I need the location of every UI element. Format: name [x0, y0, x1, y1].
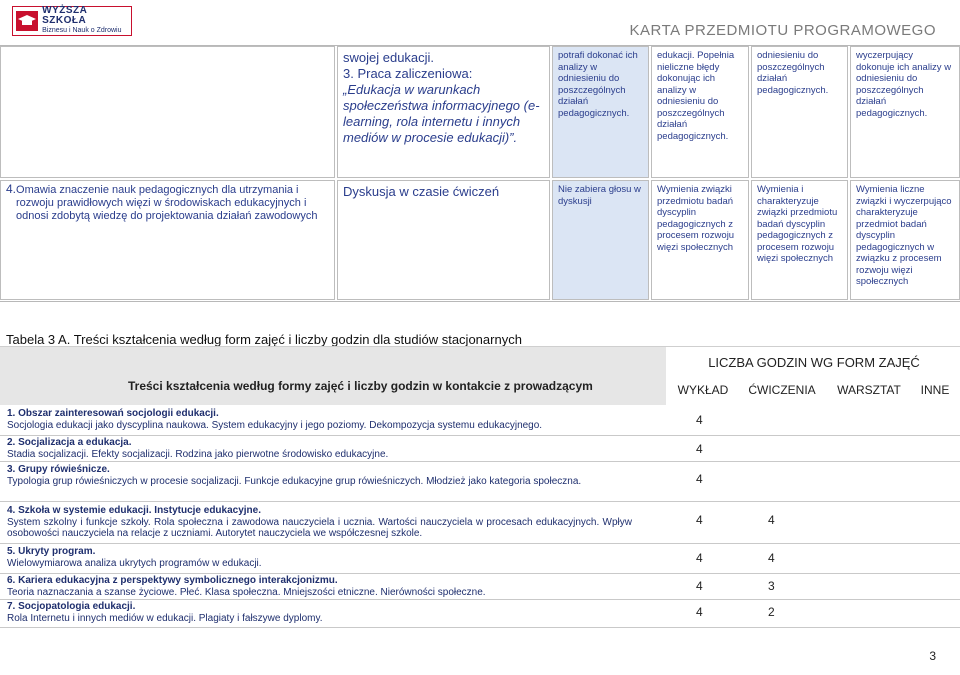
hours-wyklad: 4 — [696, 605, 703, 619]
grid-cell-r1-c5: odniesieniu do poszczególnych działań pedagogicznych. — [751, 46, 848, 178]
col-inne: INNE — [920, 383, 950, 397]
method-line-2: 3. Praca zaliczeniowa: — [343, 66, 473, 81]
hours-cwiczenia: 2 — [768, 605, 775, 619]
table-row — [0, 461, 960, 502]
row-text: System szkolny i funkcje szkoły. Rola społeczna i zawodowa nauczyciela i ucznia. Wartości nauczyciela w procesach edukacyjnych. Wpływ osobowości nauczyciela na relacje z uczniami. Autorytet nauczyciela we współczesnej szkole. — [7, 516, 632, 539]
grid-cell-r1-c2 — [337, 46, 550, 178]
hours-title: LICZBA GODZIN WG FORM ZAJĘĆ — [708, 355, 920, 370]
assessment-grid — [0, 45, 960, 302]
grid-cell-r2-c2: Dyskusja w czasie ćwiczeń — [337, 180, 550, 300]
hours-wyklad: 4 — [696, 413, 703, 427]
school-logo — [12, 6, 132, 36]
row-text: Rola Internetu i innych mediów w edukacji. Plagiaty i fałszywe dyplomy. — [7, 612, 323, 624]
table-row — [0, 405, 960, 436]
row-text: Typologia grup rówieśniczych w procesie socjalizacji. Funkcje edukacyjne grup rówieśniczych. Młodzież jako kategoria społeczna. — [7, 475, 582, 487]
row-text: Socjologia edukacji jako dyscyplina naukowa. System edukacyjny i jego poziomy. Dekompozycja systemu edukacyjnego. — [7, 419, 543, 431]
grid-cell-r2-c6: Wymienia liczne związki i wyczerpująco charakteryzuje przedmiot badań dyscyplin pedagogicznych w związku z procesem rozwoju więzi społecznych — [850, 180, 960, 300]
content-table — [0, 346, 960, 627]
table-header-left — [0, 347, 667, 405]
grid-cell-r2-c5: Wymienia i charakteryzuje związki przedmiotu badań dyscyplin pedagogicznych z procesem rozwoju więzi społecznych — [751, 180, 848, 300]
objective-text: Omawia znaczenie nauk pedagogicznych dla utrzymania i rozwoju prawidłowych więzi w środowiskach edukacyjnych i odnosi zdobytą wiedzę do projektowania działań zawodowych — [16, 184, 318, 222]
hours-cwiczenia: 4 — [768, 551, 775, 565]
table-header-title: Treści kształcenia według formy zajęć i liczby godzin w kontakcie z prowadzącym — [128, 379, 593, 393]
hours-wyklad: 4 — [696, 442, 703, 456]
table-row — [0, 543, 960, 574]
row-text: Stadia socjalizacji. Efekty socjalizacji. Rodzina jako pierwotne środowisko edukacyjne. — [7, 448, 389, 460]
table-header-hours — [668, 347, 960, 405]
hours-wyklad: 4 — [696, 472, 703, 486]
row-title: 5. Ukryty program. — [7, 546, 96, 557]
hours-wyklad: 4 — [696, 579, 703, 593]
grid-cell-r2-c1 — [0, 180, 335, 300]
document-title: KARTA PRZEDMIOTU PROGRAMOWEGO — [629, 22, 936, 39]
logo-line2: Biznesu i Nauk o Zdrowiu — [42, 27, 122, 34]
hours-wyklad: 4 — [696, 551, 703, 565]
table-caption: Tabela 3 A. Treści kształcenia według form zajęć i liczby godzin dla studiów stacjonarnych — [6, 332, 522, 347]
grid-cell-r2-c4: Wymienia związki przedmiotu badań dyscyplin pedagogicznych z procesem rozwoju więzi społecznych — [651, 180, 749, 300]
hours-cwiczenia: 4 — [768, 513, 775, 527]
row-title: 1. Obszar zainteresowań socjologii edukacji. — [7, 408, 219, 419]
row-title: 6. Kariera edukacyjna z perspektywy symbolicznego interakcjonizmu. — [7, 575, 338, 586]
grid-cell-r1-c4: edukacji. Popełnia nieliczne błędy dokonując ich analizy w odniesieniu do poszczególnych działań pedagogicznych. — [651, 46, 749, 178]
hours-cwiczenia: 3 — [768, 579, 775, 593]
table-row — [0, 599, 960, 628]
grid-cell-r1-c3: potrafi dokonać ich analizy w odniesieniu do poszczególnych działań pedagogicznych. — [552, 46, 649, 178]
table-row — [0, 435, 960, 462]
col-warsztat: WARSZTAT — [837, 383, 901, 397]
table-row — [0, 573, 960, 600]
page-number: 3 — [929, 649, 936, 663]
grid-cell-r1-c1 — [0, 46, 335, 178]
hours-wyklad: 4 — [696, 513, 703, 527]
table-row — [0, 501, 960, 544]
row-title: 7. Socjopatologia edukacji. — [7, 601, 136, 612]
mortarboard-icon — [15, 9, 38, 33]
grid-cell-r1-c6: wyczerpujący dokonuje ich analizy w odniesieniu do poszczególnych działań pedagogicznych. — [850, 46, 960, 178]
col-cwiczenia: ĆWICZENIA — [748, 383, 816, 397]
row-title: 2. Socjalizacja a edukacja. — [7, 437, 132, 448]
objective-number: 4. — [6, 182, 17, 196]
row-title: 4. Szkoła w systemie edukacji. Instytucje edukacyjne. — [7, 505, 262, 516]
row-text: Wielowymiarowa analiza ukrytych programów w edukacji. — [7, 557, 262, 569]
method-line-1: swojej edukacji. — [343, 50, 435, 65]
row-title: 3. Grupy rówieśnicze. — [7, 464, 110, 475]
grid-cell-r2-c3: Nie zabiera głosu w dyskusji — [552, 180, 649, 300]
logo-line1: WYŻSZA SZKOŁA — [42, 5, 87, 26]
col-wyklad: WYKŁAD — [677, 383, 729, 397]
method-line-3: „Edukacja w warunkach społeczeństwa informacyjnego (e-learning, rola internetu i innych mediów w procesie edukacji)”. — [343, 82, 540, 145]
row-text: Teoria naznaczania a szanse życiowe. Płeć. Klasa społeczna. Mniejszości etniczne. Nierówności społeczne. — [7, 586, 486, 598]
